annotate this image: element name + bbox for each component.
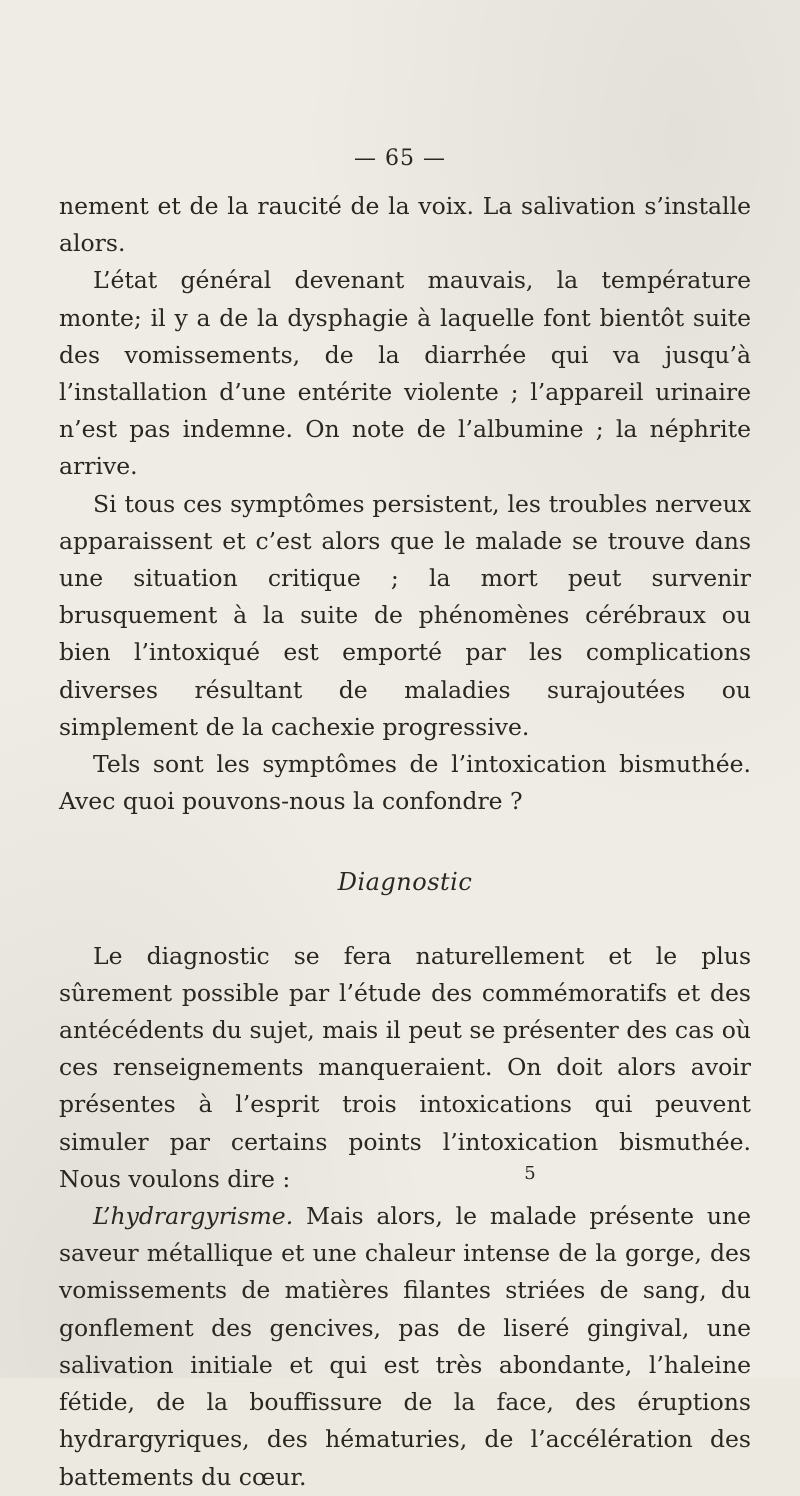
signature-number: 5 (524, 1163, 536, 1184)
paragraph-general-state: L’état général devenant mauvais, la température monte; il y a de la dysphagie à laquelle font bientôt suite des vomissements, de la diarrhée qui va jusqu’à l’installation d’une entérite violente ; l’appareil urinaire n’est pas indemne. On note de l’albumine ; la néphrite arrive. (59, 266, 751, 481)
paragraph-hydrargyrism-text: Mais alors, le malade présente une saveur métallique et une chaleur intense de la gorge, des vomissements de matières filantes striées de sang, du gonflement des gencives, pas de liseré gingival, une salivation initiale et qui est très abondante, l’haleine fétide, de la bouffissure de la face, des éruptions hydrargyriques, des hématuries, de l’accélération des battements du cœur. (59, 1202, 751, 1491)
paragraph-diagnostic: Le diagnostic se fera naturellement et le plus sûrement possible par l’étude des commémoratifs et des antécédents du sujet, mais il peut se présenter des cas où ces renseignements manqueraient. On doit alors avoir présentes à l’esprit trois intoxications qui peuvent simuler par certains points l’intoxication bismuthée. Nous voulons dire : (59, 941, 751, 1193)
signature-mark (0, 1163, 800, 1184)
paragraph-nervous-troubles: Si tous ces symptômes persistent, les troubles nerveux apparaissent et c’est alors que le malade se trouve dans une situation critique ; la mort peut survenir brusquement à la suite de phénomènes cérébraux ou bien l’intoxiqué est emporté par les complications diverses résultant de maladies surajoutées ou simplement de la cachexie progressive. (59, 489, 751, 741)
page-number: — 65 — (354, 146, 446, 171)
term-hydrargyrisme: L’hydrargyrisme. (93, 1202, 294, 1231)
section-heading: Diagnostic (337, 868, 473, 897)
paragraph-hydrargyrism (59, 1198, 751, 1496)
paragraph-continuation: nement et de la raucité de la voix. La salivation s’installe alors. (59, 192, 751, 258)
main-text (59, 188, 751, 1496)
paragraph-symptoms-summary: Tels sont les symptômes de l’intoxication bismuthée. Avec quoi pouvons-nous la confondre ? (59, 750, 751, 816)
